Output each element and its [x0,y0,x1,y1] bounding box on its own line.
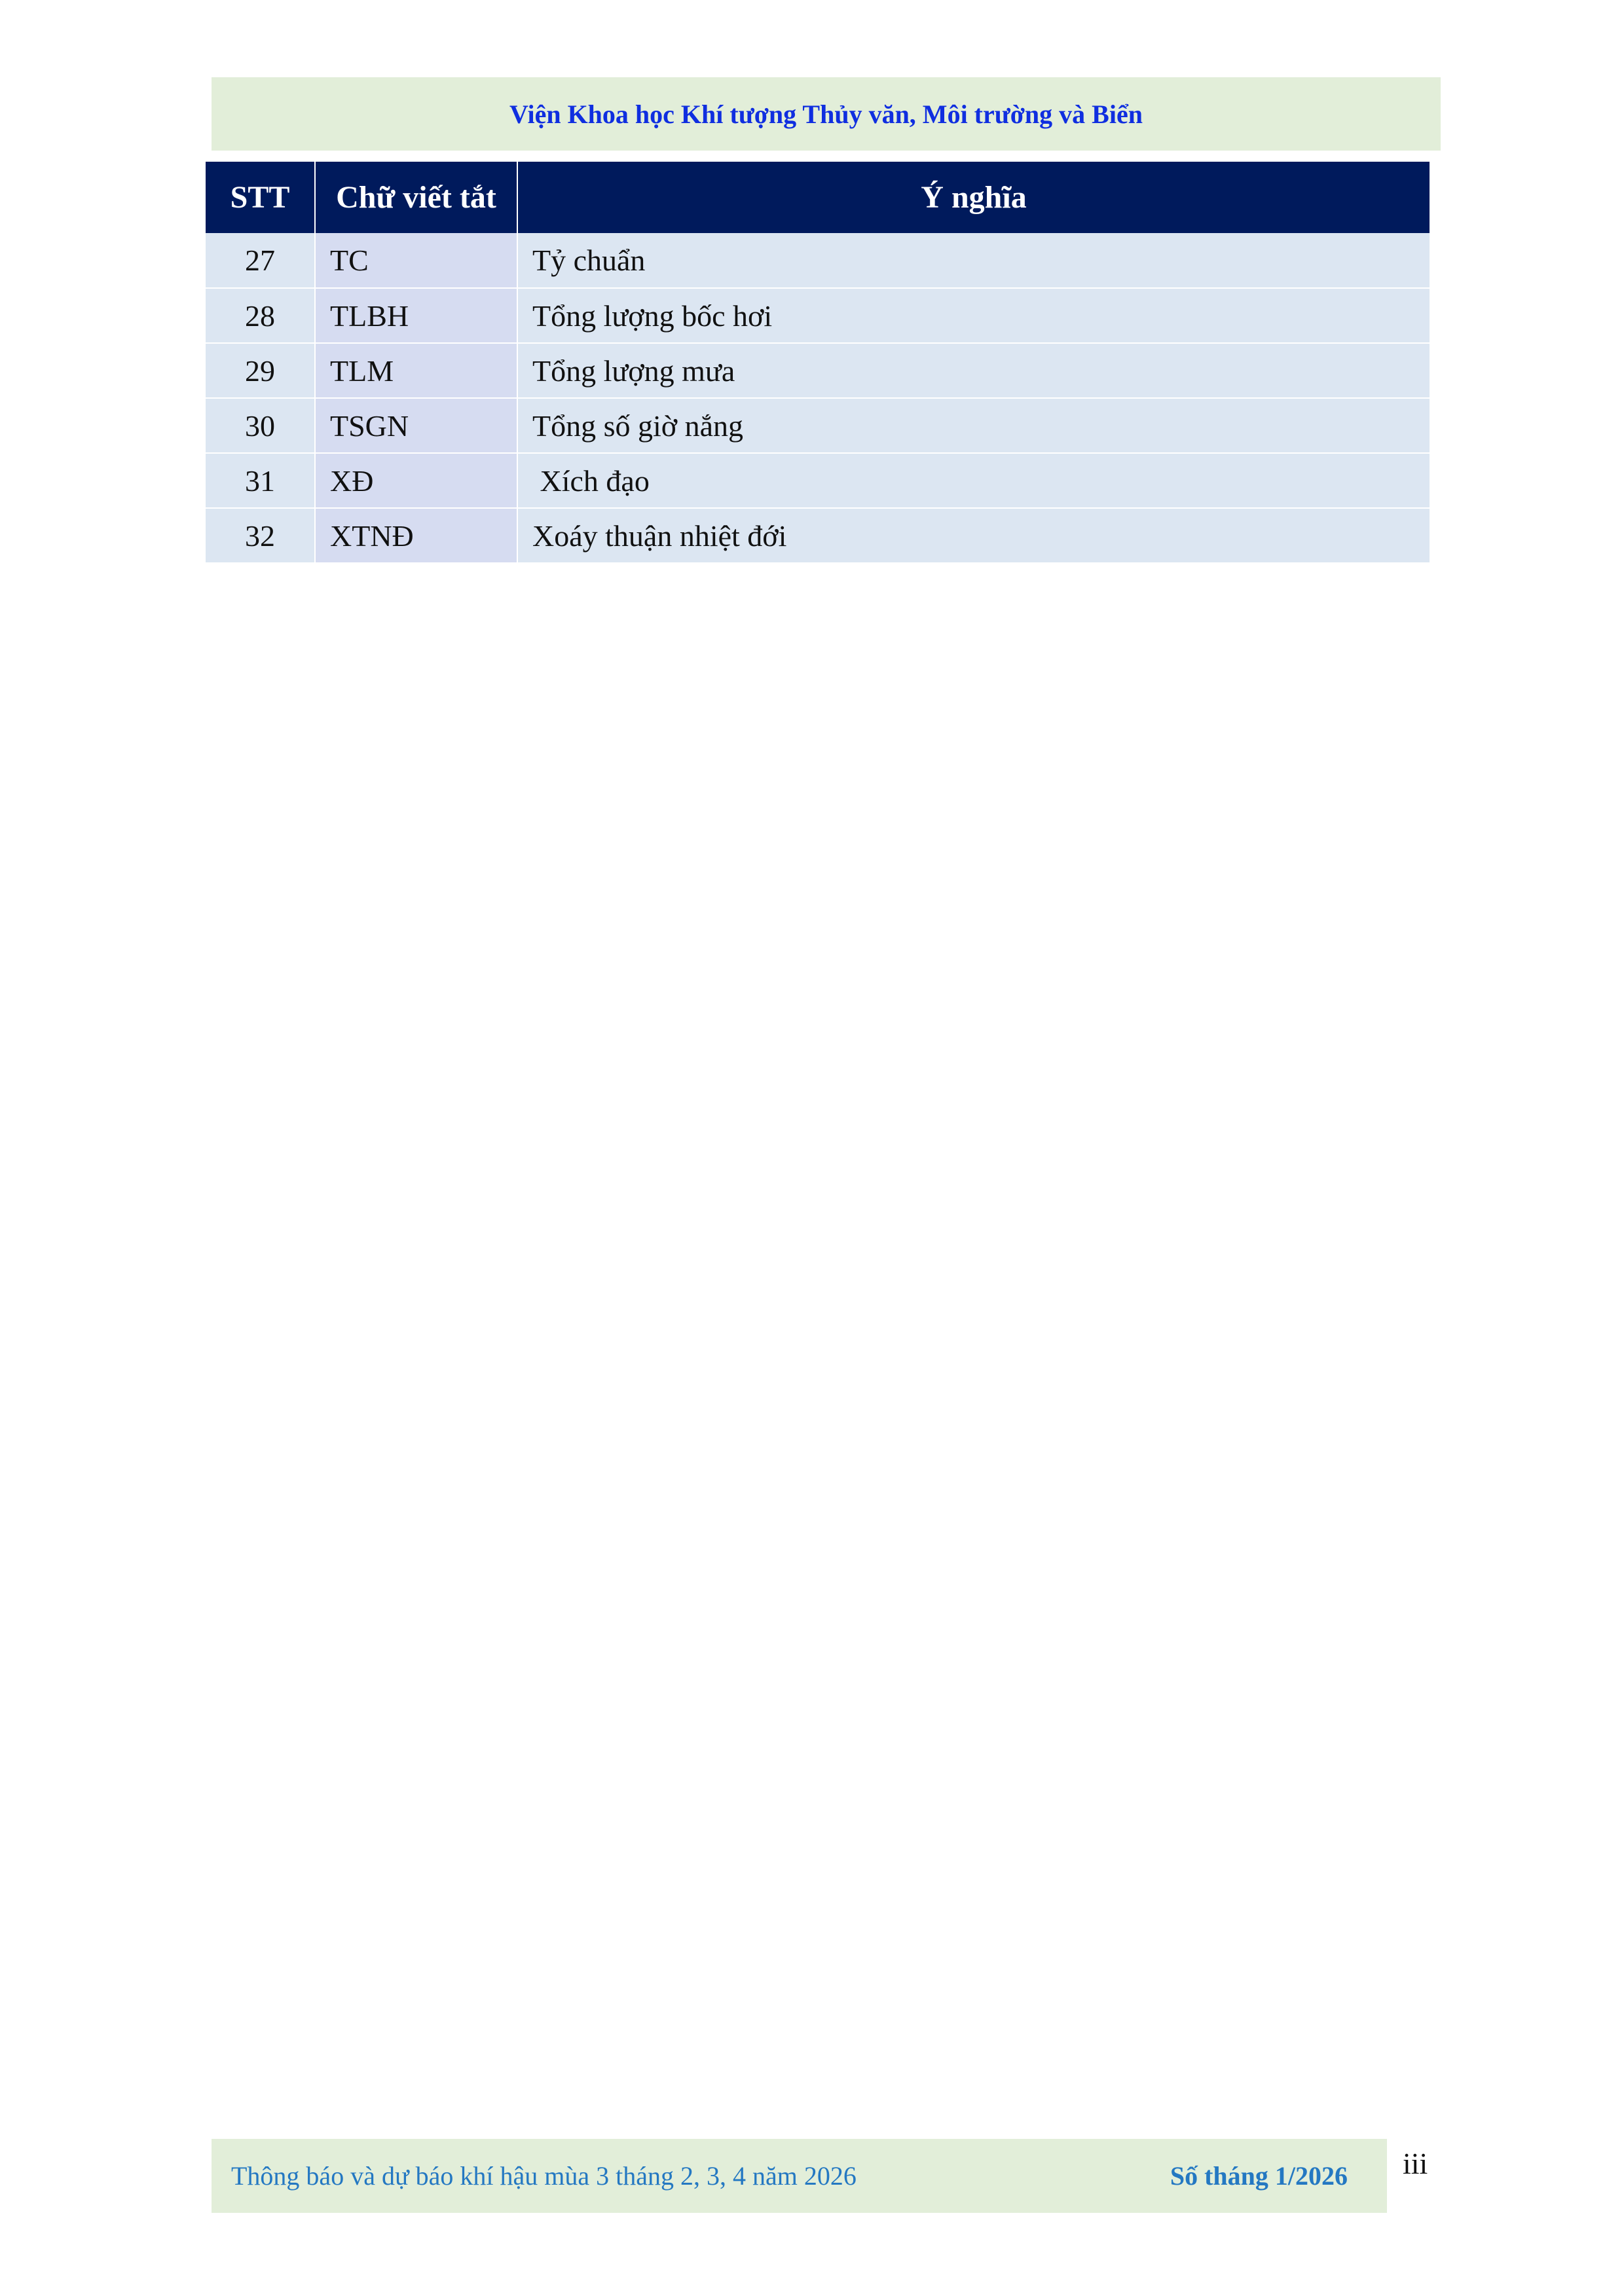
issue-number: Số tháng 1/2026 [1170,2161,1348,2191]
row-abbreviation: TLM [315,343,517,398]
page-number: iii [1403,2147,1428,2180]
row-abbreviation: TSGN [315,398,517,453]
row-abbreviation: TLBH [315,288,517,343]
table-row [206,508,1430,563]
institute-name: Viện Khoa học Khí tượng Thủy văn, Môi trường và Biển [509,99,1143,129]
row-stt: 27 [206,233,315,288]
column-header-stt: STT [206,162,315,233]
row-stt: 29 [206,343,315,398]
page-footer [212,2139,1387,2213]
row-meaning: Xích đạo [517,453,1430,508]
row-meaning: Tổng lượng bốc hơi [517,288,1430,343]
column-header-abbreviation: Chữ viết tắt [315,162,517,233]
table-row [206,398,1430,453]
row-meaning: Tỷ chuẩn [517,233,1430,288]
table-row [206,453,1430,508]
row-stt: 31 [206,453,315,508]
row-abbreviation: XĐ [315,453,517,508]
row-meaning: Tổng lượng mưa [517,343,1430,398]
row-meaning: Tổng số giờ nắng [517,398,1430,453]
row-abbreviation: TC [315,233,517,288]
bulletin-title: Thông báo và dự báo khí hậu mùa 3 tháng 2, 3, 4 năm 2026 [231,2161,857,2191]
row-abbreviation: XTNĐ [315,508,517,563]
row-stt: 28 [206,288,315,343]
table-row [206,233,1430,288]
page-header [212,77,1441,151]
row-stt: 32 [206,508,315,563]
table-row [206,288,1430,343]
table-header-row [206,162,1430,233]
abbreviation-table [206,162,1430,564]
row-stt: 30 [206,398,315,453]
row-meaning: Xoáy thuận nhiệt đới [517,508,1430,563]
column-header-meaning: Ý nghĩa [921,180,1027,215]
table-row [206,343,1430,398]
